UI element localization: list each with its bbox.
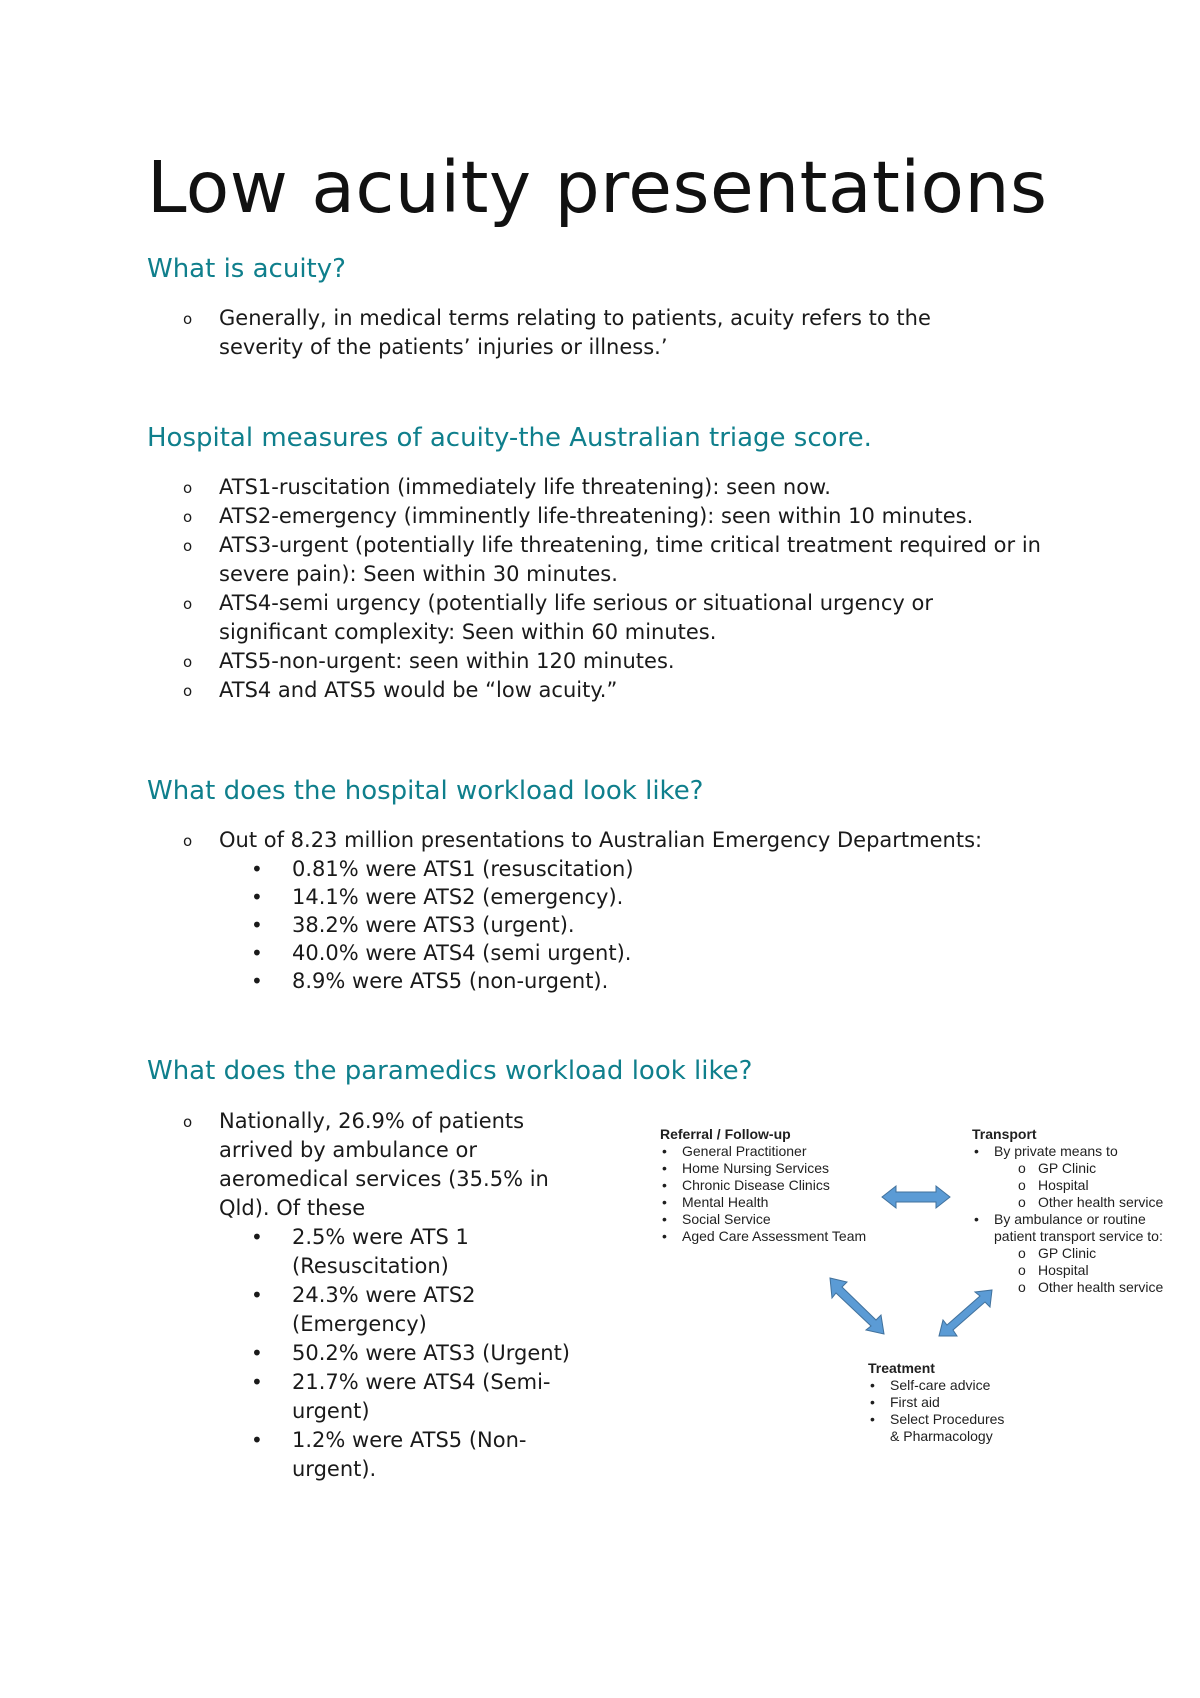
page-title: Low acuity presentations <box>147 146 1048 229</box>
double-arrow-diagonal-right-icon <box>939 1290 992 1336</box>
bullet-icon: • <box>974 1143 979 1159</box>
list-item: o Nationally, 26.9% of patients arrived by ambulance or aeromedical services (35.5% in Qld). Of these • 2.5% were ATS 1 (Resuscitation) • 24.3% were ATS2 (Emergency) • 50.2% were ATS3 (Urgent) • 21.7% were ATS4 (Semi-urgent) • 1.2% were ATS5 (Non-urgent). <box>147 1107 579 1484</box>
list-item: o ATS2-emergency (imminently life-threatening): seen within 10 minutes. <box>147 502 1047 531</box>
transport-ambulance-label: patient transport service to: <box>994 1228 1163 1244</box>
transport-item: Hospital <box>1038 1262 1089 1278</box>
circle-bullet-icon: o <box>1018 1177 1026 1193</box>
bullet-icon: • <box>251 1283 263 1307</box>
referral-item: Chronic Disease Clinics <box>682 1177 830 1193</box>
sub-list-item: • 2.5% were ATS 1 (Resuscitation) <box>251 1225 469 1278</box>
referral-title: Referral / Follow-up <box>660 1126 791 1142</box>
transport-title: Transport <box>972 1126 1037 1142</box>
bullet-icon: • <box>251 857 263 881</box>
sub-list-item: • 50.2% were ATS3 (Urgent) <box>251 1341 570 1365</box>
transport-item: Other health service <box>1038 1194 1164 1210</box>
transport-item: GP Clinic <box>1038 1245 1097 1261</box>
acuity-list <box>147 304 1007 362</box>
sub-list-item: • 1.2% were ATS5 (Non-urgent). <box>251 1428 527 1481</box>
treatment-item: First aid <box>890 1394 940 1410</box>
bullet-icon: • <box>251 969 263 993</box>
circle-bullet-icon: o <box>1018 1160 1026 1176</box>
bullet-icon: • <box>870 1411 875 1427</box>
sub-list-item: • 0.81% were ATS1 (resuscitation) <box>251 857 634 881</box>
list-item: o Out of 8.23 million presentations to Australian Emergency Departments: • 0.81% were ATS1 (resuscitation) • 14.1% were ATS2 (emergency). • 38.2% were ATS3 (urgent). • 40.0% were ATS4 (semi urgent). • 8.9% were ATS5 (non-urgent). <box>147 826 1107 995</box>
treatment-block <box>868 1360 1004 1444</box>
bullet-icon: • <box>662 1177 667 1193</box>
referral-item: Aged Care Assessment Team <box>682 1228 867 1244</box>
section-heading-paramedics-workload: What does the paramedics workload look like? <box>147 1056 753 1086</box>
care-pathway-diagram <box>640 1122 1200 1462</box>
list-item: o ATS4-semi urgency (potentially life serious or situational urgency or significant complexity: Seen within 60 minutes. <box>183 591 933 644</box>
bullet-icon: • <box>662 1211 667 1227</box>
section-heading-hospital-workload: What does the hospital workload look like? <box>147 776 704 806</box>
section-heading-acuity: What is acuity? <box>147 254 346 284</box>
sub-list-item: • 8.9% were ATS5 (non-urgent). <box>251 969 609 993</box>
circle-bullet-icon: o <box>183 479 193 497</box>
referral-item: Home Nursing Services <box>682 1160 830 1176</box>
circle-bullet-icon: o <box>1018 1262 1026 1278</box>
treatment-item: Select Procedures <box>890 1411 1005 1427</box>
bullet-icon: • <box>870 1377 875 1393</box>
transport-item: Other health service <box>1038 1279 1164 1295</box>
bullet-icon: • <box>662 1160 667 1176</box>
transport-block <box>972 1126 1163 1295</box>
double-arrow-diagonal-left-icon <box>830 1278 884 1334</box>
transport-item: GP Clinic <box>1038 1160 1097 1176</box>
referral-block <box>660 1126 866 1244</box>
bullet-icon: • <box>870 1394 875 1410</box>
paramedics-ats-sublist <box>219 1223 579 1484</box>
sub-list-item: • 24.3% were ATS2 (Emergency) <box>251 1283 476 1336</box>
bullet-icon: • <box>251 913 263 937</box>
referral-item: Mental Health <box>682 1194 769 1210</box>
referral-item: Social Service <box>682 1211 771 1227</box>
transport-ambulance-label: By ambulance or routine <box>994 1211 1146 1227</box>
bullet-icon: • <box>251 885 263 909</box>
circle-bullet-icon: o <box>183 310 193 328</box>
bullet-icon: • <box>974 1211 979 1227</box>
circle-bullet-icon: o <box>1018 1194 1026 1210</box>
bullet-icon: • <box>662 1194 667 1210</box>
treatment-item: Self-care advice <box>890 1377 991 1393</box>
referral-item: General Practitioner <box>682 1143 807 1159</box>
circle-bullet-icon: o <box>1018 1279 1026 1295</box>
sub-list-item: • 21.7% were ATS4 (Semi-urgent) <box>251 1370 551 1423</box>
double-arrow-horizontal-icon <box>882 1186 950 1208</box>
triage-list <box>147 473 1047 705</box>
circle-bullet-icon: o <box>183 832 193 850</box>
transport-private-label: By private means to <box>994 1143 1118 1159</box>
circle-bullet-icon: o <box>183 508 193 526</box>
circle-bullet-icon: o <box>1018 1245 1026 1261</box>
treatment-item: & Pharmacology <box>890 1428 993 1444</box>
list-item: o Generally, in medical terms relating to patients, acuity refers to the severity of the patients’ injuries or illness.’ <box>183 306 931 359</box>
list-item: o ATS4 and ATS5 would be “low acuity.” <box>147 676 1047 705</box>
bullet-icon: • <box>662 1143 667 1159</box>
circle-bullet-icon: o <box>183 1113 193 1131</box>
circle-bullet-icon: o <box>183 682 193 700</box>
sub-list-item: • 40.0% were ATS4 (semi urgent). <box>251 941 632 965</box>
treatment-title: Treatment <box>868 1360 935 1376</box>
list-item: o ATS5-non-urgent: seen within 120 minutes. <box>147 647 1047 676</box>
transport-item: Hospital <box>1038 1177 1089 1193</box>
bullet-icon: • <box>662 1228 667 1244</box>
list-item: o ATS1-ruscitation (immediately life threatening): seen now. <box>147 473 1047 502</box>
section-heading-triage: Hospital measures of acuity-the Australian triage score. <box>147 423 872 453</box>
referral-items <box>662 1143 866 1244</box>
hospital-workload-list <box>147 826 1107 995</box>
circle-bullet-icon: o <box>183 595 193 613</box>
list-item: o ATS3-urgent (potentially life threatening, time critical treatment required or in severe pain): Seen within 30 minutes. <box>183 533 1041 586</box>
bullet-icon: • <box>251 1428 263 1452</box>
paramedics-workload-list <box>147 1107 579 1484</box>
hospital-ats-sublist <box>219 855 1107 995</box>
bullet-icon: • <box>251 1341 263 1365</box>
sub-list-item: • 38.2% were ATS3 (urgent). <box>251 913 575 937</box>
bullet-icon: • <box>251 1370 263 1394</box>
bullet-icon: • <box>251 941 263 965</box>
circle-bullet-icon: o <box>183 653 193 671</box>
circle-bullet-icon: o <box>183 537 193 555</box>
bullet-icon: • <box>251 1225 263 1249</box>
sub-list-item: • 14.1% were ATS2 (emergency). <box>251 885 624 909</box>
